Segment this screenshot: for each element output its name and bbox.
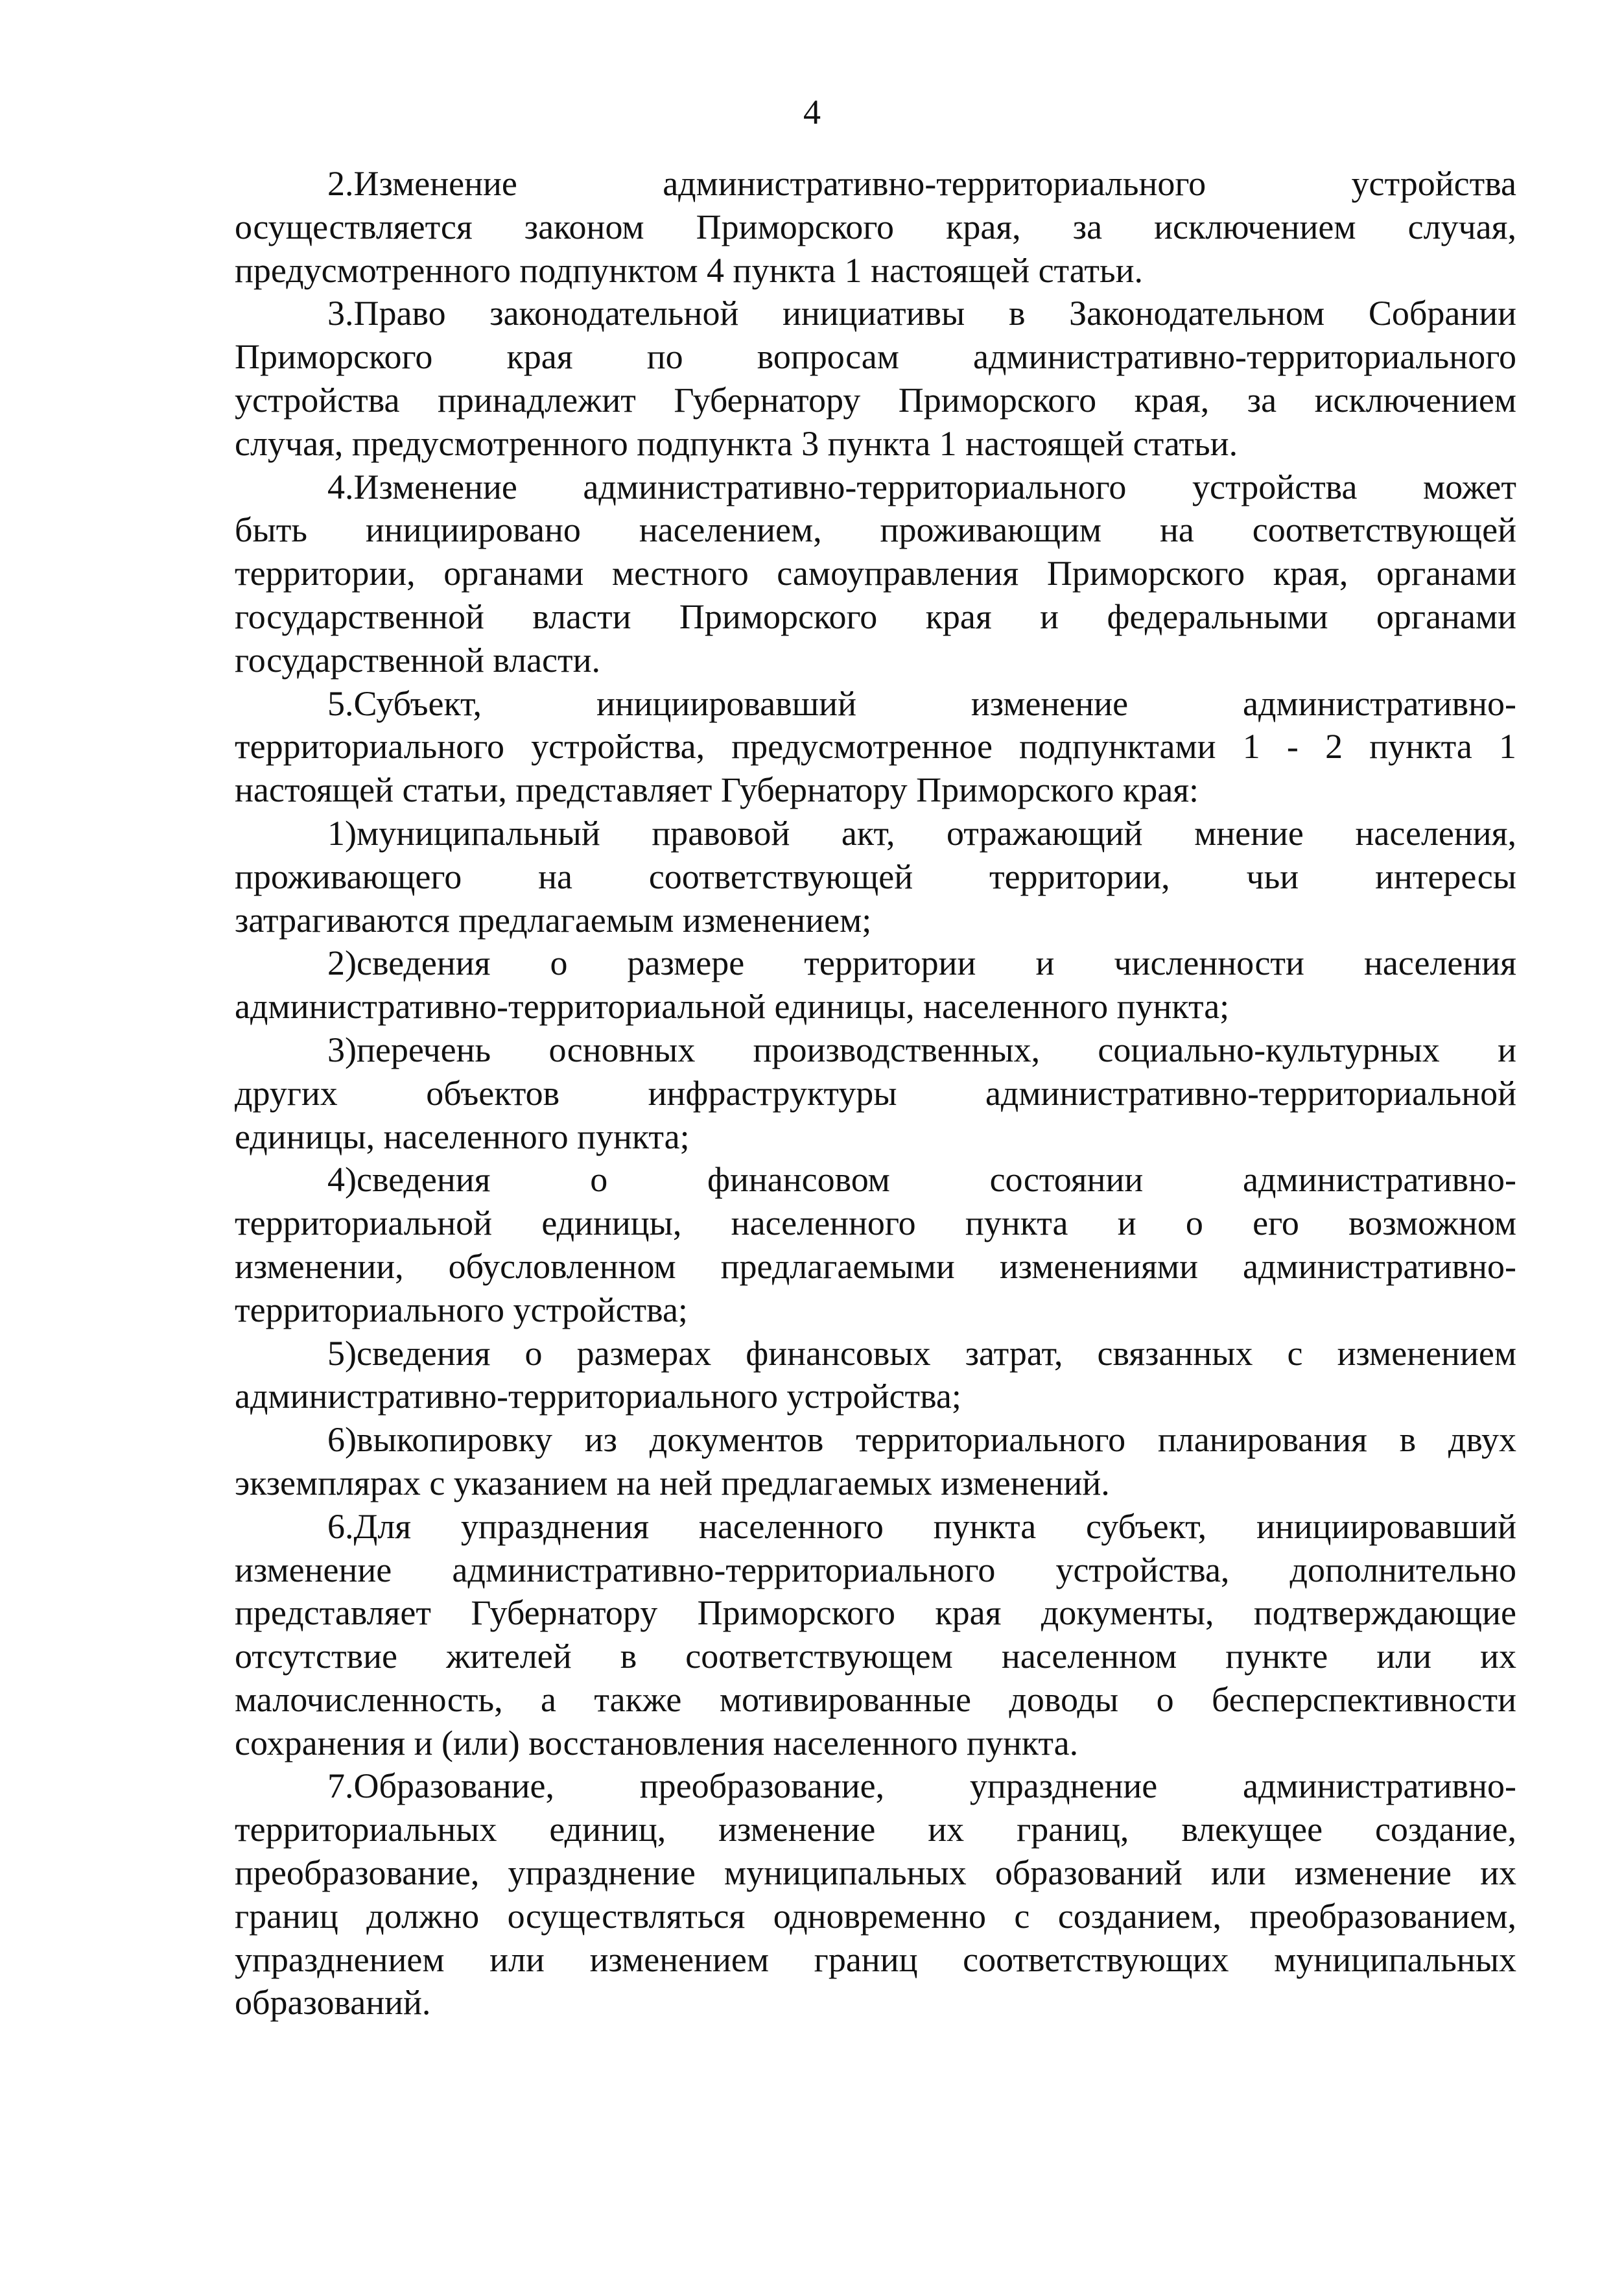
text-line: единицы, населенного пункта;	[235, 1117, 690, 1156]
paragraph	[235, 162, 1516, 292]
text-line: территориальной единицы, населенного пункта и о его возможном	[235, 1204, 1516, 1243]
text-line: преобразование, упразднение муниципальных образований или изменение их	[235, 1853, 1516, 1893]
document-body	[235, 162, 1516, 2024]
paragraph	[235, 466, 1516, 682]
text-line: территориального устройства;	[235, 1290, 688, 1329]
paragraph	[235, 1505, 1516, 1765]
paragraph	[235, 1764, 1516, 2024]
text-line: государственной власти Приморского края и федеральными органами	[235, 597, 1516, 636]
text-line: административно-территориального устройства;	[235, 1377, 961, 1416]
text-line: предусмотренного подпунктом 4 пункта 1 настоящей статьи.	[235, 250, 1143, 290]
paragraph	[235, 682, 1516, 812]
text-line: других объектов инфраструктуры административно-территориальной	[235, 1073, 1516, 1113]
text-line: упразднением или изменением границ соответствующих муниципальных	[235, 1940, 1516, 1979]
text-line: представляет Губернатору Приморского края документы, подтверждающие	[235, 1593, 1516, 1633]
text-line: 4)сведения о финансовом состоянии административно-	[327, 1160, 1516, 1200]
text-line: осуществляется законом Приморского края, за исключением случая,	[235, 207, 1516, 246]
text-line: проживающего на соответствующей территории, чьи интересы	[235, 857, 1516, 896]
text-line: территории, органами местного самоуправления Приморского края, органами	[235, 554, 1516, 593]
text-line: 2.Изменение административно-территориального устройства	[327, 164, 1516, 203]
text-line: малочисленность, а также мотивированные доводы о бесперспективности	[235, 1679, 1516, 1719]
text-line: экземплярах с указанием на ней предлагаемых изменений.	[235, 1463, 1110, 1502]
text-line: быть инициировано населением, проживающим на соответствующей	[235, 510, 1516, 550]
text-line: территориальных единиц, изменение их границ, влекущее создание,	[235, 1810, 1516, 1849]
text-line: настоящей статьи, представляет Губернатору Приморского края:	[235, 770, 1199, 810]
text-line: образований.	[235, 1983, 431, 2023]
text-line: государственной власти.	[235, 640, 601, 680]
paragraph	[235, 1332, 1516, 1419]
text-line: 4.Изменение административно-территориального устройства может	[327, 467, 1516, 506]
text-line: изменении, обусловленном предлагаемыми изменениями административно-	[235, 1246, 1516, 1286]
text-line: случая, предусмотренного подпункта 3 пункта 1 настоящей статьи.	[235, 423, 1238, 463]
paragraph	[235, 1418, 1516, 1505]
paragraph	[235, 1158, 1516, 1331]
text-line: отсутствие жителей в соответствующем населенном пункте или их	[235, 1637, 1516, 1676]
text-line: устройства принадлежит Губернатору Приморского края, за исключением	[235, 380, 1516, 420]
text-line: затрагиваются предлагаемым изменением;	[235, 900, 872, 940]
paragraph	[235, 292, 1516, 465]
text-line: территориального устройства, предусмотренное подпунктами 1 - 2 пункта 1	[235, 727, 1516, 766]
paragraph	[235, 1028, 1516, 1158]
text-line: границ должно осуществляться одновременно с созданием, преобразованием,	[235, 1896, 1516, 1936]
text-line: 7.Образование, преобразование, упразднение административно-	[327, 1766, 1516, 1806]
text-line: Приморского края по вопросам административно-территориального	[235, 337, 1516, 377]
page-number: 4	[803, 93, 821, 132]
text-line: изменение административно-территориального устройства, дополнительно	[235, 1550, 1516, 1589]
text-line: 6.Для упразднения населенного пункта субъект, инициировавший	[327, 1506, 1516, 1546]
text-line: 1)муниципальный правовой акт, отражающий мнение населения,	[327, 813, 1516, 853]
text-line: 5.Субъект, инициировавший изменение административно-	[327, 683, 1516, 723]
text-line: 3)перечень основных производственных, социально-культурных и	[327, 1030, 1516, 1069]
text-line: 6)выкопировку из документов территориального планирования в двух	[327, 1420, 1516, 1460]
paragraph	[235, 812, 1516, 942]
text-line: административно-территориальной единицы, населенного пункта;	[235, 987, 1230, 1026]
text-line: сохранения и (или) восстановления населенного пункта.	[235, 1723, 1079, 1762]
text-line: 2)сведения о размере территории и численности населения	[327, 943, 1516, 983]
text-line: 3.Право законодательной инициативы в Законодательном Собрании	[327, 294, 1516, 333]
paragraph	[235, 942, 1516, 1028]
text-line: 5)сведения о размерах финансовых затрат, связанных с изменением	[327, 1333, 1516, 1373]
